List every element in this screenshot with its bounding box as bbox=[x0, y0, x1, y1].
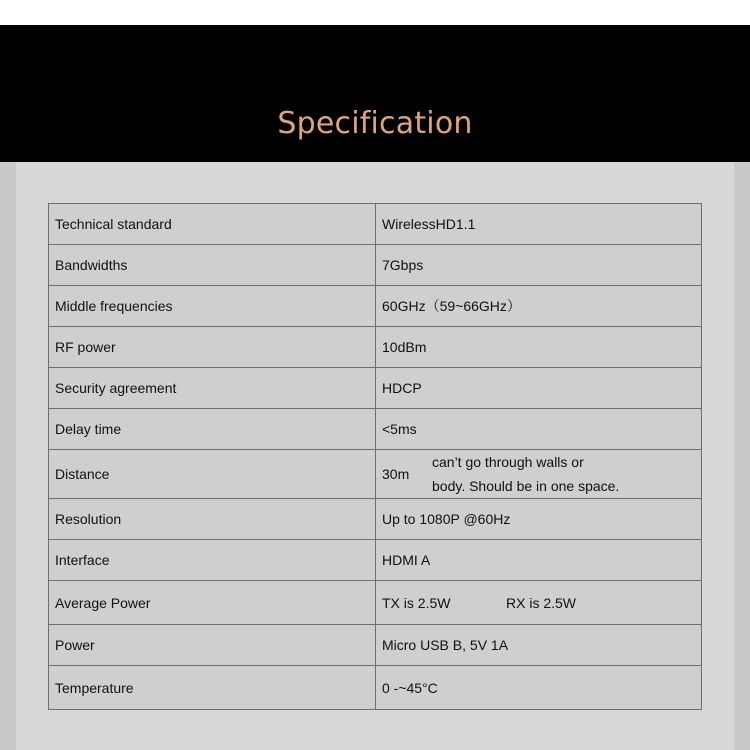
spec-value: 7Gbps bbox=[376, 245, 702, 286]
spec-label: Bandwidths bbox=[49, 245, 376, 286]
table-row bbox=[49, 450, 702, 499]
spec-value: <5ms bbox=[376, 409, 702, 450]
distance-note-line1: can’t go through walls or bbox=[432, 454, 584, 470]
rx-power-value: RX is 2.5W bbox=[506, 594, 577, 611]
spec-label: Interface bbox=[49, 540, 376, 581]
table-row bbox=[49, 286, 702, 327]
average-power-group bbox=[382, 595, 695, 611]
spec-value: HDMI A bbox=[376, 540, 702, 581]
tx-power-value: TX is 2.5W bbox=[382, 594, 451, 611]
table-row bbox=[49, 499, 702, 540]
top-white-band bbox=[0, 0, 750, 25]
spec-label: Power bbox=[49, 625, 376, 666]
table-row bbox=[49, 245, 702, 286]
spec-value: HDCP bbox=[376, 368, 702, 409]
distance-note bbox=[432, 450, 619, 498]
table-row bbox=[49, 368, 702, 409]
table-row bbox=[49, 666, 702, 710]
distance-note-line2: body. Should be in one space. bbox=[432, 478, 620, 494]
table-row bbox=[49, 625, 702, 666]
spec-value: 60GHz（59~66GHz） bbox=[376, 286, 702, 327]
table-row bbox=[49, 540, 702, 581]
spec-label: Security agreement bbox=[49, 368, 376, 409]
table-row bbox=[49, 581, 702, 625]
spec-label: Average Power bbox=[49, 581, 376, 625]
spec-value: 0 -~45°C bbox=[376, 666, 702, 710]
distance-value-group bbox=[382, 450, 695, 498]
spec-label: Technical standard bbox=[49, 204, 376, 245]
spec-label: Middle frequencies bbox=[49, 286, 376, 327]
table-row bbox=[49, 327, 702, 368]
spec-value-cell bbox=[376, 581, 702, 625]
left-margin bbox=[0, 162, 16, 750]
table-row bbox=[49, 204, 702, 245]
spec-value: 30m bbox=[382, 466, 410, 482]
spec-value: WirelessHD1.1 bbox=[376, 204, 702, 245]
spec-label: Resolution bbox=[49, 499, 376, 540]
spec-label: Distance bbox=[49, 450, 376, 499]
spec-label: RF power bbox=[49, 327, 376, 368]
spec-label: Temperature bbox=[49, 666, 376, 710]
page-title: Specification bbox=[277, 106, 473, 141]
spec-value: 10dBm bbox=[376, 327, 702, 368]
spec-value: Micro USB B, 5V 1A bbox=[376, 625, 702, 666]
table-row bbox=[49, 409, 702, 450]
spec-label: Delay time bbox=[49, 409, 376, 450]
specification-table bbox=[48, 203, 702, 710]
spec-value: Up to 1080P @60Hz bbox=[376, 499, 702, 540]
right-margin bbox=[734, 162, 750, 750]
spec-value-cell bbox=[376, 450, 702, 499]
